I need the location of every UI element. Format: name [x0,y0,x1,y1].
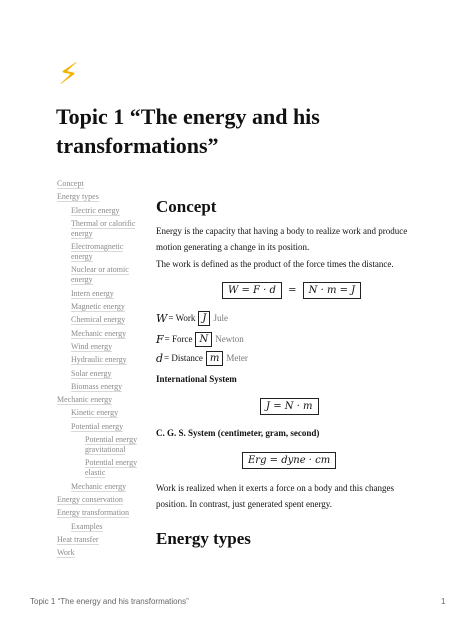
toc-link[interactable] [57,242,147,262]
toc-link[interactable] [57,408,147,418]
formula-box-left: W = F · d [222,282,282,299]
toc-link[interactable] [57,458,147,478]
toc-link[interactable] [57,206,147,216]
footer-title: Topic 1 “The energy and his transformations” [30,597,189,606]
definition-unit: m [206,351,223,366]
page-title: Topic 1 “The energy and his transformations” [56,104,320,158]
concept-heading: Concept [156,197,217,216]
definition-symbol: d [156,352,164,365]
toc-link[interactable] [57,265,147,285]
definition-distance [156,351,248,367]
definition-equals: = [164,353,170,363]
definition-symbol: W [156,312,168,325]
toc-link-label: Examples [71,521,103,531]
toc-link-label: Hydraulic energy [71,355,127,365]
definition-equals: = [168,313,174,323]
toc-link-label: Heat transfer [57,534,99,544]
lightning-icon: ⚡ [58,57,80,92]
definition-unit: N [195,332,212,347]
toc-link[interactable] [57,508,147,518]
formula-box: J = N · m [260,398,319,415]
energy-types-heading: Energy types [156,529,251,548]
toc-link[interactable] [57,535,147,545]
toc-link[interactable] [57,395,147,405]
toc-link[interactable] [57,382,147,392]
toc-link-label: Energy conservation [57,494,123,504]
toc-link-label: Mechanic energy [71,481,127,491]
toc-link[interactable] [57,219,147,239]
toc-link-label: Thermal or calorific energy [71,218,136,238]
definition-name: Work [175,313,196,323]
toc-link-label: Electric energy [71,205,120,215]
concept-paragraph-1: Energy is the capacity that having a body to realize work and produce motion generating a change in its position. [156,226,408,252]
toc-link-label: Concept [57,179,84,188]
toc-link[interactable] [57,192,147,202]
toc-link-label: Solar energy [71,368,112,378]
toc-link[interactable] [57,179,147,189]
toc-link[interactable] [57,342,147,352]
cgs-system-label: C. G. S. System (centimeter, gram, second) [156,428,320,438]
toc-link-label: Chemical energy [71,315,126,325]
toc-link-label: Mechanic energy [57,395,113,405]
toc-link-label: Electromagnetic energy [71,242,124,262]
definition-unit: J [198,311,210,326]
definition-name: Distance [171,353,203,363]
toc-link[interactable] [57,548,147,558]
toc-link-label: Kinetic energy [71,408,119,418]
toc-link-label: Potential energy [71,421,124,431]
toc-link[interactable] [57,495,147,505]
toc-link[interactable] [57,329,147,339]
toc-link-label: Wind energy [71,341,113,351]
definition-equals: = [164,334,170,344]
toc-link[interactable] [57,369,147,379]
toc-link[interactable] [57,435,147,455]
toc-link-label: Intern energy [71,288,114,298]
toc-link-label: Work [57,548,75,558]
toc-link-label: Potential energy elastic [85,458,138,478]
concept-paragraph-2: The work is defined as the product of the force times the distance. [156,259,394,269]
toc-link[interactable] [57,482,147,492]
toc-link[interactable] [57,522,147,532]
work-formula [222,282,361,299]
toc-link-label: Energy types [57,192,99,202]
toc-link-label: Mechanic energy [71,328,127,338]
toc-link[interactable] [57,422,147,432]
toc-link[interactable] [57,289,147,299]
toc-link-label: Potential energy gravitational [85,435,138,455]
formula-equals: = [288,285,297,296]
work-paragraph: Work is realized when it exerts a force on a body and this changes position. In contrast, just generated spent energy. [156,483,394,509]
formula-box: Erg = dyne · cm [242,452,336,469]
definition-unit-name: Newton [215,334,244,344]
definition-force [156,332,244,348]
definition-name: Force [171,334,193,344]
international-system-formula [260,398,319,415]
toc-link[interactable] [57,355,147,365]
definition-unit-name: Meter [226,353,248,363]
toc-link-label: Energy transformation [57,508,130,518]
toc-link-label: Nuclear or atomic energy [71,265,129,285]
formula-box-right: N · m = J [303,282,362,299]
definition-work [156,311,228,327]
toc-link-label: Biomass energy [71,381,123,391]
footer-page-number: 1 [441,597,446,606]
toc-link[interactable] [57,315,147,325]
table-of-contents [57,179,147,561]
definition-symbol: F [156,333,164,346]
definition-unit-name: Jule [213,313,228,323]
international-system-label: International System [156,374,237,384]
toc-link[interactable] [57,302,147,312]
toc-link-label: Magnetic energy [71,302,125,312]
cgs-system-formula [242,452,336,469]
